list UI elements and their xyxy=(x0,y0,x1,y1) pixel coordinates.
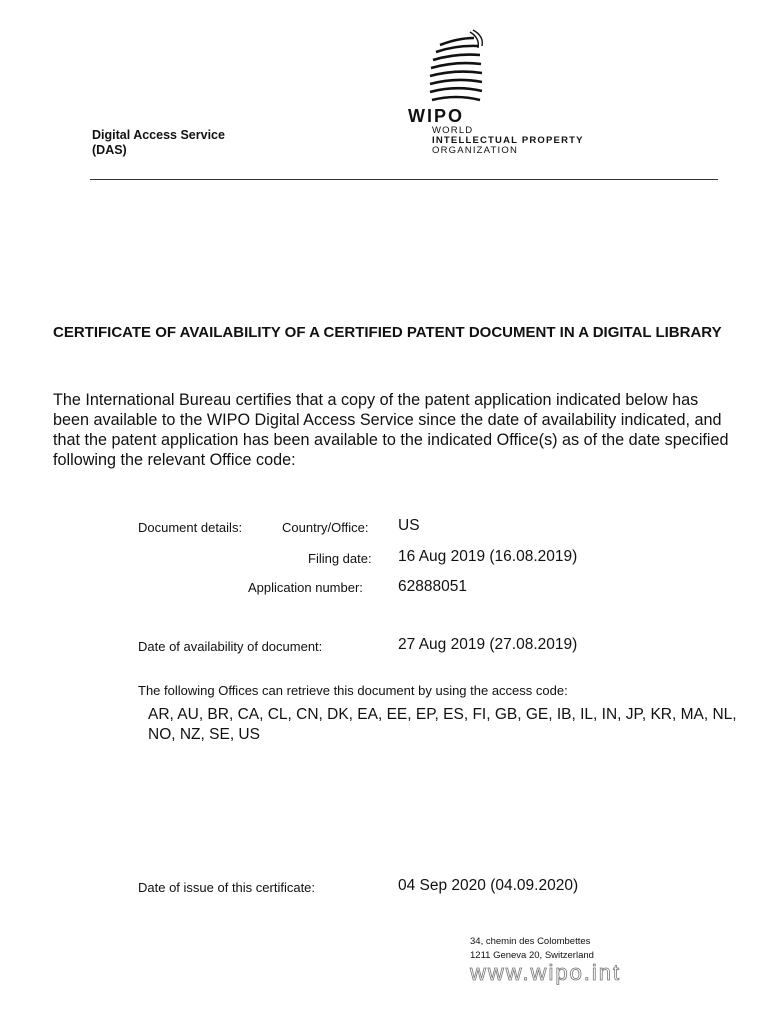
header-divider xyxy=(90,179,718,180)
application-number-label: Application number: xyxy=(248,580,363,595)
logo-subtitle xyxy=(432,126,584,156)
offices-intro: The following Offices can retrieve this document by using the access code: xyxy=(138,683,568,698)
footer-website-link[interactable]: www.wipo.int xyxy=(470,960,622,985)
availability-date-label: Date of availability of document: xyxy=(138,639,323,654)
country-office-label: Country/Office: xyxy=(282,520,369,535)
application-number-value: 62888051 xyxy=(398,578,467,595)
document-details-label: Document details: xyxy=(138,520,243,535)
offices-list: AR, AU, BR, CA, CL, CN, DK, EA, EE, EP, ES, FI, GB, GE, IB, IL, IN, JP, KR, MA, NL, NO, NZ, SE, US xyxy=(148,706,737,743)
issue-date-label: Date of issue of this certificate: xyxy=(138,880,316,895)
service-name: Digital Access Service xyxy=(92,128,225,142)
logo-line-world: WORLD xyxy=(432,125,474,136)
certificate-intro: The International Bureau certifies that a copy of the patent application indicated below has been available to the WIPO Digital Access Service since the date of availability indicated, and that the patent application has been available to the indicated Office(s) as of the date specified following the relevant Office code: xyxy=(53,391,729,469)
availability-date-value: 27 Aug 2019 (27.08.2019) xyxy=(398,636,578,653)
certificate-title: CERTIFICATE OF AVAILABILITY OF A CERTIFIED PATENT DOCUMENT IN A DIGITAL LIBRARY xyxy=(53,324,722,341)
service-block xyxy=(92,128,225,158)
issue-date-value: 04 Sep 2020 (04.09.2020) xyxy=(398,877,579,894)
wipo-logo xyxy=(408,28,608,158)
footer-address xyxy=(470,935,594,963)
address-line-1: 34, chemin des Colombettes xyxy=(470,936,591,947)
filing-date-value: 16 Aug 2019 (16.08.2019) xyxy=(398,548,578,565)
logo-line-org: ORGANIZATION xyxy=(432,145,519,156)
country-office-value: US xyxy=(398,517,420,534)
logo-line-ip: INTELLECTUAL PROPERTY xyxy=(432,135,584,146)
wipo-globe-logo-icon xyxy=(426,28,486,104)
filing-date-label: Filing date: xyxy=(308,551,372,566)
logo-wordmark: WIPO xyxy=(408,106,464,126)
address-line-2: 1211 Geneva 20, Switzerland xyxy=(470,950,594,961)
service-abbrev: (DAS) xyxy=(92,143,127,157)
